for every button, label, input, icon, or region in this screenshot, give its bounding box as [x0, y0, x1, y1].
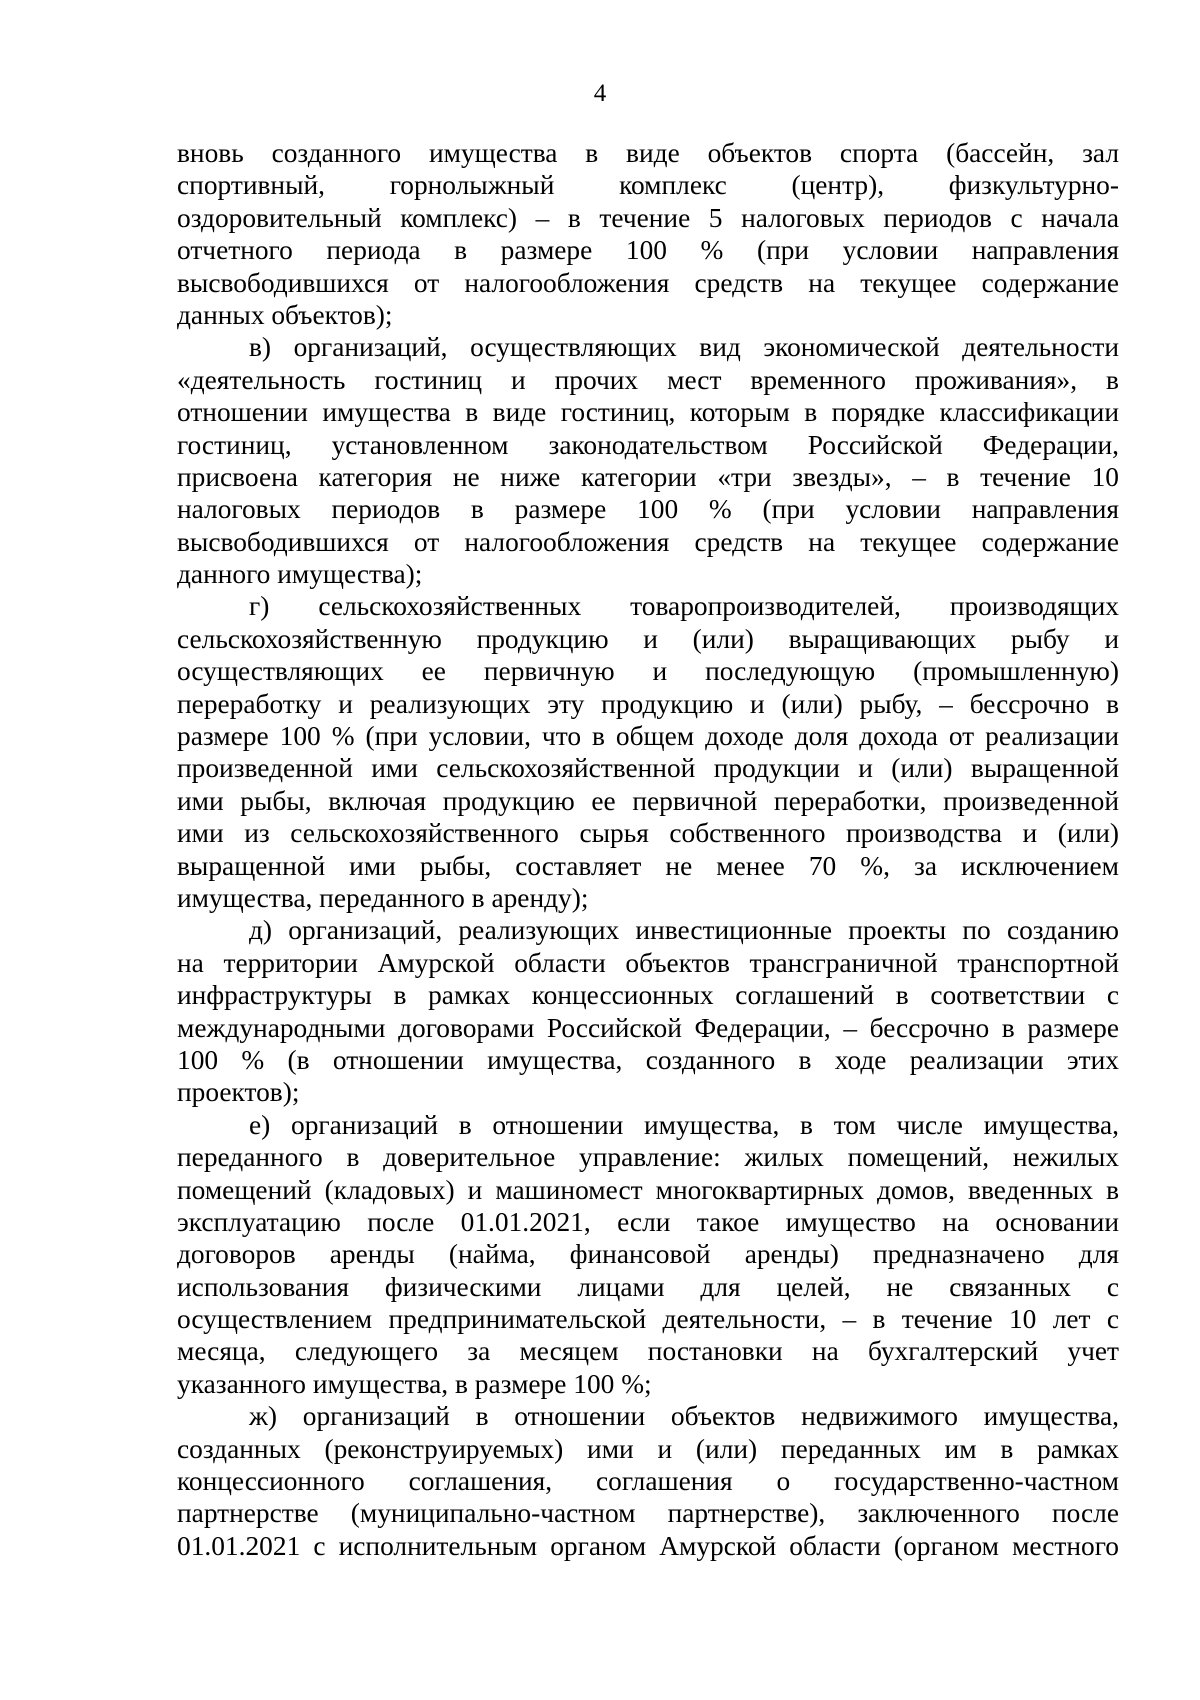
paragraph-item-d	[177, 914, 1119, 1108]
text-line: имущества, переданного в аренду);	[177, 882, 589, 913]
text-line: партнерстве (муниципально-частном партнерстве), заключенного после	[177, 1498, 1119, 1529]
text-line: проектов);	[177, 1077, 300, 1108]
text-line: оздоровительный комплекс) – в течение 5 налоговых периодов с начала	[177, 202, 1119, 233]
text-line: концессионного соглашения, соглашения о государственно-частном	[177, 1466, 1119, 1497]
text-line: переработку и реализующих эту продукцию и (или) рыбу, – бессрочно в	[177, 688, 1119, 719]
text-line: налоговых периодов в размере 100 % (при условии направления	[177, 494, 1119, 525]
text-line: данного имущества);	[177, 559, 423, 590]
paragraph-continuation	[177, 137, 1119, 331]
text-line: использования физическими лицами для целей, не связанных с	[177, 1271, 1119, 1302]
text-line: «деятельность гостиниц и прочих мест временного проживания», в	[177, 364, 1119, 395]
document-body	[177, 137, 1119, 1562]
text-line: переданного в доверительное управление: жилых помещений, нежилых	[177, 1142, 1119, 1173]
text-line: произведенной ими сельскохозяйственной продукции и (или) выращенной	[177, 753, 1119, 784]
page-number: 4	[593, 80, 607, 107]
paragraph-item-v	[177, 331, 1119, 590]
text-line: присвоена категория не ниже категории «три звезды», – в течение 10	[177, 461, 1119, 492]
text-line: е) организаций в отношении имущества, в том числе имущества,	[249, 1109, 1119, 1140]
text-line: отношении имущества в виде гостиниц, которым в порядке классификации	[177, 397, 1119, 428]
text-line: отчетного периода в размере 100 % (при условии направления	[177, 235, 1119, 266]
text-line: месяца, следующего за месяцем постановки на бухгалтерский учет	[177, 1336, 1119, 1367]
text-line: на территории Амурской области объектов трансграничной транспортной	[177, 947, 1119, 978]
paragraph-item-e	[177, 1109, 1119, 1401]
text-line: данных объектов);	[177, 299, 393, 330]
text-line: 01.01.2021 с исполнительным органом Амурской области (органом местного	[177, 1530, 1119, 1561]
text-line: д) организаций, реализующих инвестиционные проекты по созданию	[249, 915, 1119, 946]
paragraph-item-zh	[177, 1400, 1119, 1562]
text-line: сельскохозяйственную продукцию и (или) выращивающих рыбу и	[177, 623, 1119, 654]
text-line: инфраструктуры в рамках концессионных соглашений в соответствии с	[177, 980, 1119, 1011]
paragraph-item-g	[177, 590, 1119, 914]
text-line: международными договорами Российской Федерации, – бессрочно в размере	[177, 1012, 1119, 1043]
text-line: осуществляющих ее первичную и последующую (промышленную)	[177, 656, 1119, 687]
text-line: вновь созданного имущества в виде объектов спорта (бассейн, зал	[177, 138, 1119, 168]
text-line: ж) организаций в отношении объектов недвижимого имущества,	[249, 1401, 1119, 1432]
text-line: указанного имущества, в размере 100 %;	[177, 1368, 652, 1399]
text-line: размере 100 % (при условии, что в общем доходе доля дохода от реализации	[177, 721, 1119, 752]
text-line: высвободившихся от налогообложения средств на текущее содержание	[177, 267, 1119, 298]
text-line: спортивный, горнолыжный комплекс (центр), физкультурно-	[177, 170, 1119, 201]
text-line: 100 % (в отношении имущества, созданного в ходе реализации этих	[177, 1044, 1119, 1075]
text-line: высвободившихся от налогообложения средств на текущее содержание	[177, 526, 1119, 557]
text-line: выращенной ими рыбы, составляет не менее 70 %, за исключением	[177, 850, 1119, 881]
text-line: в) организаций, осуществляющих вид экономической деятельности	[249, 332, 1119, 363]
text-line: ими из сельскохозяйственного сырья собственного производства и (или)	[177, 818, 1119, 849]
text-line: ими рыбы, включая продукцию ее первичной переработки, произведенной	[177, 785, 1119, 816]
text-line: созданных (реконструируемых) ими и (или) переданных им в рамках	[177, 1433, 1119, 1464]
text-line: осуществлением предпринимательской деятельности, – в течение 10 лет с	[177, 1304, 1119, 1335]
text-line: эксплуатацию после 01.01.2021, если такое имущество на основании	[177, 1206, 1119, 1237]
text-line: договоров аренды (найма, финансовой аренды) предназначено для	[177, 1239, 1119, 1270]
text-line: помещений (кладовых) и машиномест многоквартирных домов, введенных в	[177, 1174, 1119, 1205]
text-line: гостиниц, установленном законодательством Российской Федерации,	[177, 429, 1119, 460]
text-line: г) сельскохозяйственных товаропроизводителей, производящих	[249, 591, 1119, 622]
